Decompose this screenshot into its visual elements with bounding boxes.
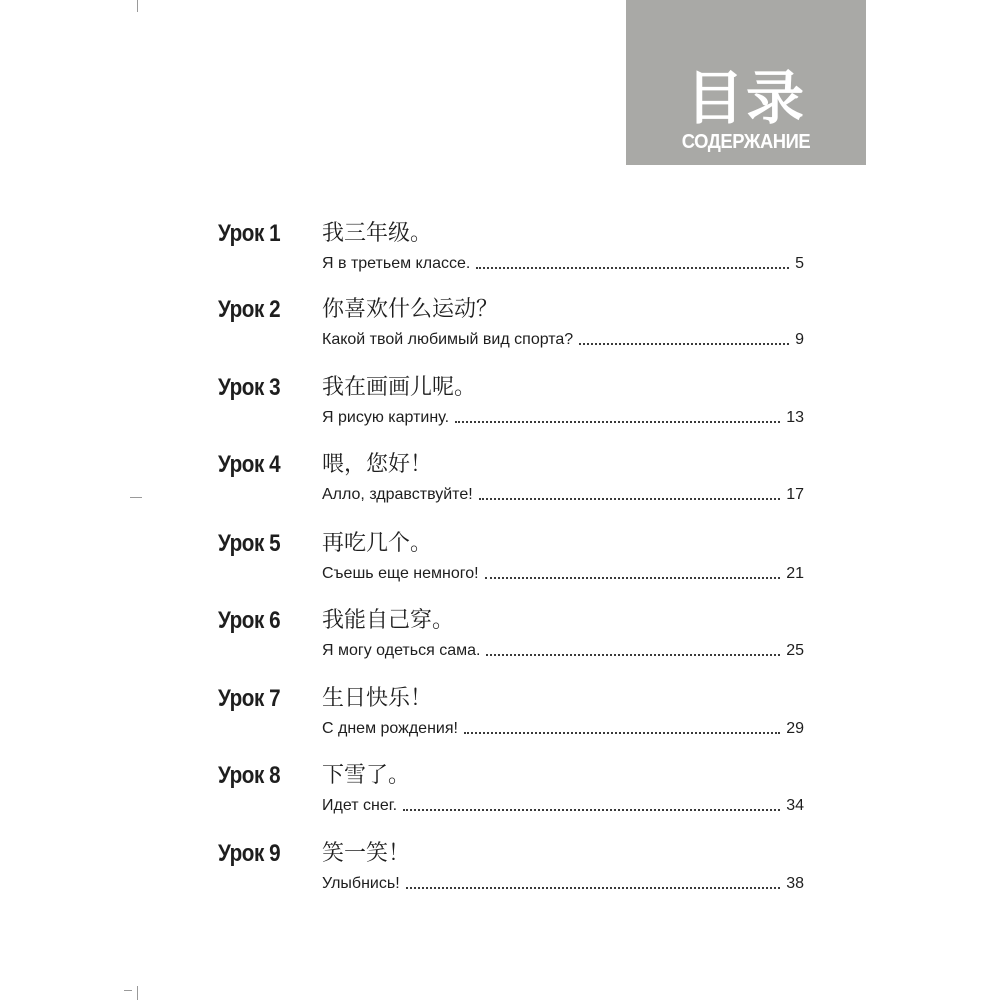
toc-entry[interactable] [0, 529, 1000, 599]
page-number: 13 [786, 409, 804, 426]
lesson-title-ru: С днем рождения! [322, 720, 458, 737]
lesson-label: Урок 5 [218, 530, 281, 557]
dot-leader [464, 731, 780, 734]
lesson-title-ru: Алло, здравствуйте! [322, 486, 473, 503]
lesson-title-ru: Я рисую картину. [322, 409, 450, 426]
toc-entry[interactable] [0, 295, 1000, 365]
toc-entry[interactable] [0, 606, 1000, 676]
page-number: 38 [786, 875, 804, 892]
crop-mark-bottom [137, 986, 138, 1000]
lesson-label: Урок 8 [218, 762, 281, 789]
page-number: 21 [786, 565, 804, 582]
contents-header [626, 0, 866, 165]
dot-leader [479, 497, 781, 500]
lesson-title-ru: Я могу одеться сама. [322, 642, 481, 659]
dot-leader [406, 886, 781, 889]
toc-entry[interactable] [0, 684, 1000, 754]
contents-title-ru: СОДЕРЖАНИЕ [681, 131, 811, 153]
lesson-label: Урок 2 [218, 296, 281, 323]
lesson-title-ru: Какой твой любимый вид спорта? [322, 331, 574, 348]
lesson-title-zh: 我三年级。 [322, 221, 433, 246]
lesson-label: Урок 7 [218, 685, 281, 712]
toc-entry[interactable] [0, 373, 1000, 443]
lesson-title-zh: 我在画画儿呢。 [322, 375, 477, 400]
page-number: 29 [786, 720, 804, 737]
lesson-title-ru: Идет снег. [322, 797, 398, 814]
lesson-title-zh: 你喜欢什么运动？ [322, 297, 499, 322]
toc-entry[interactable] [0, 450, 1000, 520]
lesson-label: Урок 1 [218, 220, 281, 247]
toc-entry[interactable] [0, 761, 1000, 831]
crop-mark-bottom-horizontal [124, 990, 132, 991]
dot-leader [486, 653, 780, 656]
lesson-title-zh: 再吃几个。 [322, 531, 433, 556]
lesson-title-zh: 喂，您好！ [322, 452, 433, 477]
lesson-title-ru: Съешь еще немного! [322, 565, 479, 582]
crop-mark-top [137, 0, 138, 12]
lesson-title-zh: 生日快乐！ [322, 686, 433, 711]
dot-leader [579, 342, 789, 345]
lesson-title-ru: Улыбнись! [322, 875, 400, 892]
dot-leader [485, 576, 781, 579]
toc-entry[interactable] [0, 219, 1000, 289]
page-number: 5 [795, 255, 804, 272]
lesson-title-ru: Я в третьем классе. [322, 255, 471, 272]
page-number: 25 [786, 642, 804, 659]
lesson-label: Урок 6 [218, 607, 281, 634]
lesson-title-zh: 笑一笑！ [322, 841, 411, 866]
dot-leader [476, 266, 789, 269]
dot-leader [403, 808, 780, 811]
contents-title-zh: 目录 [685, 64, 806, 132]
page-number: 9 [795, 331, 804, 348]
lesson-label: Урок 9 [218, 840, 281, 867]
toc-entry[interactable] [0, 839, 1000, 909]
lesson-label: Урок 4 [218, 451, 281, 478]
page-number: 34 [786, 797, 804, 814]
page-number: 17 [786, 486, 804, 503]
lesson-title-zh: 下雪了。 [322, 763, 411, 788]
lesson-title-zh: 我能自己穿。 [322, 608, 455, 633]
lesson-label: Урок 3 [218, 374, 281, 401]
dot-leader [455, 420, 780, 423]
